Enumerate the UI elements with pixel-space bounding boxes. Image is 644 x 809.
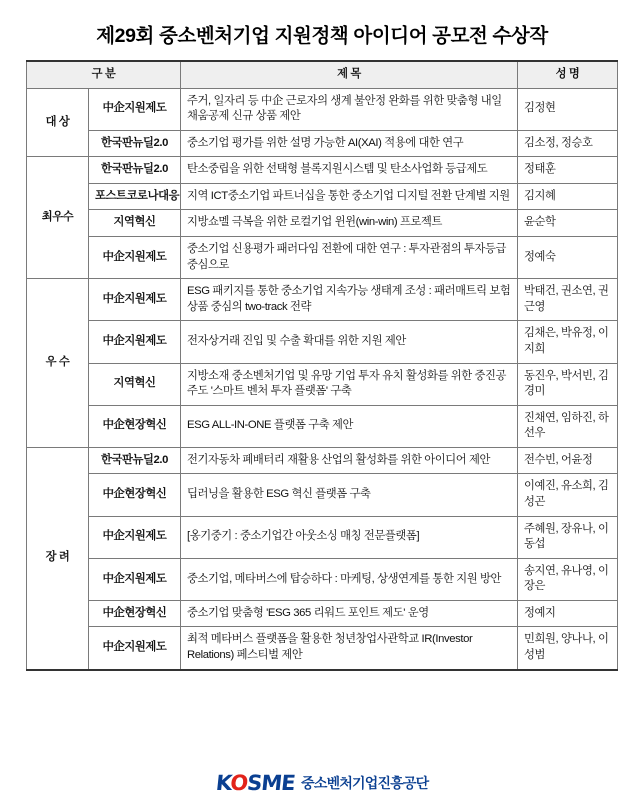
column-header-title: 제 목 [181,61,518,88]
award-table [26,60,618,671]
category-cell: 한국판뉴딜2.0 [89,447,181,474]
grade-cell: 최우수 [27,157,89,279]
table-row [27,600,618,627]
table-body [27,88,618,670]
name-cell: 김정현 [518,88,618,130]
logo-o: O [228,771,249,795]
category-cell: 中企지원제도 [89,237,181,279]
category-cell: 中企지원제도 [89,88,181,130]
title-cell: 탄소중립을 위한 선택형 블록지원시스템 및 탄소사업화 등급제도 [181,157,518,184]
table-header-row [27,61,618,88]
category-cell: 中企현장혁신 [89,600,181,627]
column-header-grade: 구 분 [27,61,181,88]
table-row [27,447,618,474]
organization-name: 중소벤처기업진흥공단 [301,775,429,791]
title-cell: 주거, 일자리 등 中企 근로자의 생계 불안정 완화를 위한 맞춤형 내일채움공제 신규 상품 제안 [181,88,518,130]
name-cell: 진채연, 임하진, 하선우 [518,405,618,447]
logo-k: K [214,771,232,795]
title-cell: 지역 ICT중소기업 파트너십을 통한 중소기업 디지털 전환 단계별 지원 [181,183,518,210]
name-cell: 김소정, 정승호 [518,130,618,157]
category-cell: 中企지원제도 [89,558,181,600]
table-row [27,474,618,516]
name-cell: 정예숙 [518,237,618,279]
category-cell: 中企지원제도 [89,627,181,670]
table-row [27,363,618,405]
footer [0,771,644,795]
category-cell: 지역혁신 [89,363,181,405]
column-header-name: 성 명 [518,61,618,88]
name-cell: 정태훈 [518,157,618,184]
table-row [27,516,618,558]
table-row [27,237,618,279]
category-cell: 中企현장혁신 [89,405,181,447]
table-row [27,183,618,210]
category-cell: 中企현장혁신 [89,474,181,516]
category-cell: 한국판뉴딜2.0 [89,157,181,184]
name-cell: 김채은, 박유정, 이지희 [518,321,618,363]
category-cell: 한국판뉴딜2.0 [89,130,181,157]
table-row [27,210,618,237]
name-cell: 김지혜 [518,183,618,210]
title-cell: 중소기업 평가를 위한 설명 가능한 AI(XAI) 적용에 대한 연구 [181,130,518,157]
title-cell: 중소기업 신용평가 패러다임 전환에 대한 연구 : 투자관점의 투자등급 중심으로 [181,237,518,279]
category-cell: 지역혁신 [89,210,181,237]
name-cell: 주혜원, 장유나, 이동섭 [518,516,618,558]
title-cell: 지방소재 중소벤처기업 및 유망 기업 투자 유치 활성화를 위한 중진공 주도 '스마트 벤처 투자 플랫폼' 구축 [181,363,518,405]
title-cell: ESG 패키지를 통한 중소기업 지속가능 생태계 조성 : 패러매트릭 보험상품 중심의 two-track 전략 [181,279,518,321]
name-cell: 송지연, 유나영, 이장은 [518,558,618,600]
table-row [27,558,618,600]
table-row [27,88,618,130]
table-row [27,405,618,447]
title-cell: 전자상거래 진입 및 수출 확대를 위한 지원 제안 [181,321,518,363]
grade-cell: 우 수 [27,279,89,448]
page-title: 제29회 중소벤처기업 지원정책 아이디어 공모전 수상작 [96,25,548,47]
table-row [27,627,618,670]
category-cell: 포스트코로나대응 [89,183,181,210]
category-cell: 中企지원제도 [89,516,181,558]
title-cell: 중소기업 맞춤형 'ESG 365 리워드 포인트 제도' 운영 [181,600,518,627]
grade-cell: 대 상 [27,88,89,157]
name-cell: 정예지 [518,600,618,627]
title-cell: 지방쇼멜 극복을 위한 로컬기업 윈윈(win-win) 프로젝트 [181,210,518,237]
logo-rest: SME [245,771,296,795]
table-row [27,157,618,184]
category-cell: 中企지원제도 [89,321,181,363]
title-cell: ESG ALL-IN-ONE 플랫폼 구축 제안 [181,405,518,447]
title-cell: [옹기중기 : 중소기업간 아웃소싱 매칭 전문플랫폼] [181,516,518,558]
table-row [27,130,618,157]
kosme-logo-icon [214,771,295,795]
table-header [27,61,618,88]
name-cell: 박태건, 권소연, 권근영 [518,279,618,321]
name-cell: 동진우, 박서빈, 김경미 [518,363,618,405]
name-cell: 전수빈, 어윤정 [518,447,618,474]
grade-cell: 장 려 [27,447,89,669]
table-row [27,279,618,321]
title-cell: 딥러닝을 활용한 ESG 혁신 플랫폼 구축 [181,474,518,516]
title-cell: 최적 메타버스 플랫폼을 활용한 청년창업사관학교 IR(Investor Relations) 페스티벌 제안 [181,627,518,670]
title-cell: 중소기업, 메타버스에 탑승하다 : 마케팅, 상생연계를 통한 지원 방안 [181,558,518,600]
table-row [27,321,618,363]
name-cell: 이예진, 유소희, 김성곤 [518,474,618,516]
name-cell: 민희원, 양나나, 이성범 [518,627,618,670]
category-cell: 中企지원제도 [89,279,181,321]
name-cell: 윤순학 [518,210,618,237]
title-cell: 전기자동차 폐배터리 재활용 산업의 활성화를 위한 아이디어 제안 [181,447,518,474]
